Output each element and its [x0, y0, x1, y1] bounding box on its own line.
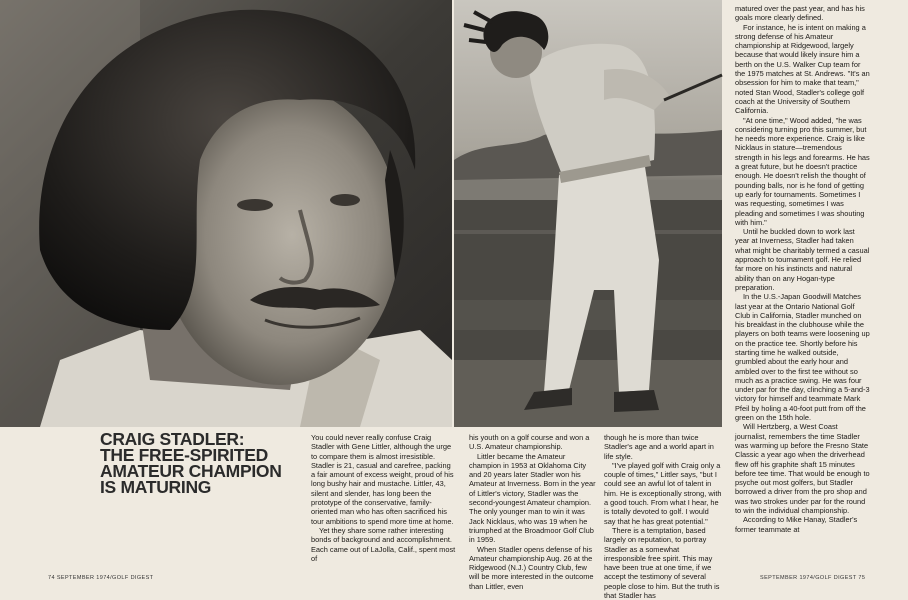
paragraph: matured over the past year, and has his goals more clearly defined. [735, 4, 865, 23]
article-column-1 [311, 433, 456, 573]
paragraph: Will Hertzberg, a West Coast journalist, remembers the time Stadler was warming up before the Fresno State Classic a year ago when the driverhead flew off his graphite shaft 15 minutes before tee time. That would be enough to psyche out most golfers, but Stadler borrowed a driver from the pro shop and was two strokes under par for the round to win the individual championship. [735, 422, 870, 516]
portrait-photo [0, 0, 452, 427]
portrait-image [0, 0, 452, 427]
article-column-2 [469, 433, 596, 591]
article-column-3 [604, 433, 722, 600]
paragraph: though he is more than twice Stadler's age and a world apart in life style. [604, 433, 714, 461]
paragraph: In the U.S.-Japan Goodwill Matches last year at the Ontario National Golf Club in California, Stadler munched on his breakfast in the clubhouse while the players on both teams were loosening up on the practice tee. Shortly before his starting time he walked outside, grumbled about the early hour and ambled over to the first tee without so much as a practice swing. He was four under par for the day, clinching a 5-and-3 victory for himself and teammate Mark Pfeil by holing a 40-foot putt from off the green on the 15th hole. [735, 292, 870, 423]
article-column-4 [735, 4, 870, 572]
headline: CRAIG STADLER: THE FREE-SPIRITED AMATEUR CHAMPION IS MATURING [100, 429, 282, 497]
paragraph: Until he buckled down to work last year at Inverness, Stadler had taken what might be charitably termed a casual approach to tournament golf. He relied far more on his instincts and natural ability than on any Hogan-type preparation. [735, 227, 870, 292]
folio-left: 74 SEPTEMBER 1974/GOLF DIGEST [48, 575, 154, 581]
paragraph: According to Mike Hanay, Stadler's former teammate at [735, 515, 858, 534]
folio-right: SEPTEMBER 1974/GOLF DIGEST 75 [760, 575, 866, 581]
paragraph: You could never really confuse Craig Stadler with Gene Littler, although the urge to compare them is almost irresistible. Stadler is 21, casual and carefree, packing a fair amount of excess weight, proud of his long bushy hair and mustache. Littler, 43, silent and slender, has long been the prototype of the conservative, family-oriented man who has often sacrificed his tour ambitions to spend more time at home. [311, 433, 454, 526]
paragraph: "At one time," Wood added, "he was considering turning pro this summer, but he needs more experience. Craig is like Nicklaus in stature—tremendous strength in his legs and forearms. He has a great future, but he doesn't practice enough. He doesn't relish the thought of pounding balls, nor is he fond of getting up early for tournaments. Sometimes I was requesting, sometimes I was pleading and sometimes I was shouting with him." [735, 115, 870, 227]
golf-swing-photo [454, 0, 722, 427]
paragraph: Littler became the Amateur champion in 1953 at Oklahoma City and 20 years later Stadler won his Amateur at Inverness. Born in the year of Littler's victory, Stadler was the second-youngest Amateur champion. The only younger man to win it was Jack Nicklaus, who was 19 when he triumphed at the Broadmoor Golf Club in 1959. [469, 451, 596, 545]
paragraph: "I've played golf with Craig only a couple of times," Littler says, "but I could see an awful lot of talent in him. He is exceptionally strong, with a good touch. From what I hear, he is totally devoted to golf. I would say that he has great potential." [604, 460, 722, 526]
paragraph: his youth on a golf course and won a U.S. Amateur championship. [469, 433, 590, 452]
paragraph: When Stadler opens defense of his Amateur championship Aug. 26 at the Ridgewood (N.J.) Country Club, few will be more interested in the outcome than Littler, even [469, 544, 594, 591]
golf-swing-image [454, 0, 722, 427]
paragraph: For instance, he is intent on making a strong defense of his Amateur championship at Ridgewood, largely because that would likely insure him a berth on the U.S. Walker Cup team for the 1975 matches at St. Andrews. "It's an obsession for him to make that team," noted Stan Wood, Stadler's college golf coach at the University of Southern California. [735, 22, 870, 116]
paragraph: Yet they share some rather interesting bonds of background and accomplishment. Each came out of LaJolla, Calif., spent most of [311, 525, 456, 563]
paragraph: There is a temptation, based largely on reputation, to portray Stadler as a somewhat irresponsible free spirit. This may have been true at one time, if we accept the testimony of several people close to him. But the truth is that Stadler has [604, 525, 720, 600]
